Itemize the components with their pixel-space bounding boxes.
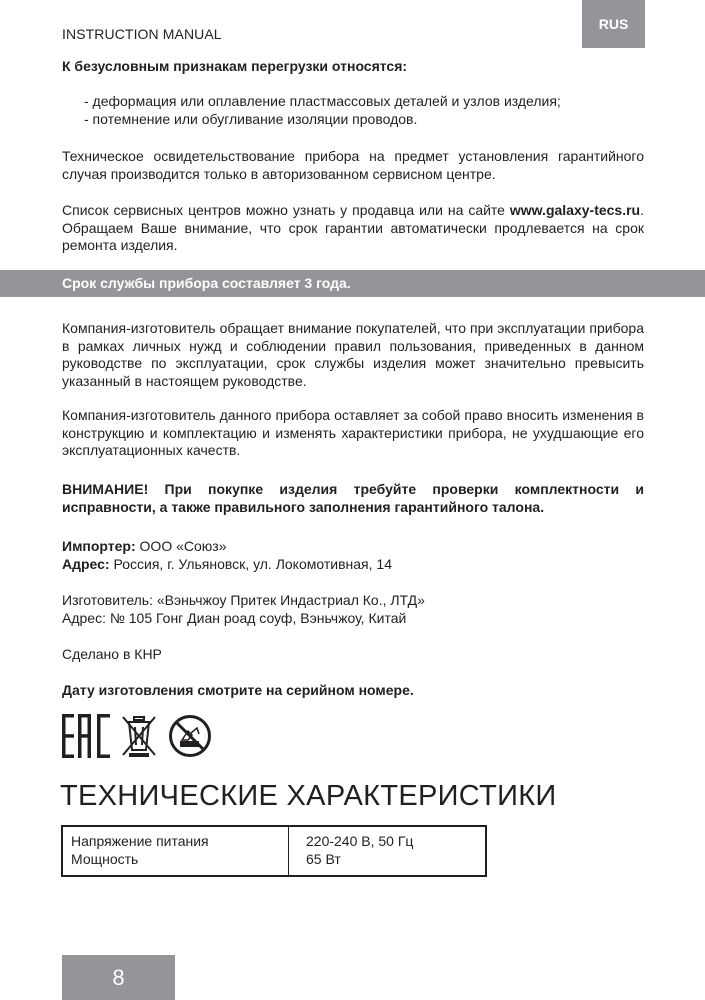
page-number: 8 (62, 955, 175, 1000)
address-label: Адрес: (62, 556, 110, 572)
company-paragraph-2: Компания-изготовитель данного прибора оставляет за собой право вносить изменения в конструкцию и комплектацию и изменять характеристики прибора, не ухудшающие его эксплуатационных качеств. (62, 407, 644, 458)
manufacturer-address-line: Адрес: № 105 Гонг Диан роад соуф, Вэньчжоу, Китай (62, 610, 407, 626)
overload-item: - потемнение или обугливание изоляции проводов. (84, 111, 418, 127)
manual-header: INSTRUCTION MANUAL (62, 26, 222, 42)
no-dumping-icon (168, 714, 212, 758)
table-row (62, 826, 486, 876)
specs-labels-cell (62, 826, 289, 876)
spec-value: 220-240 В, 50 Гц (306, 833, 414, 849)
specs-table (61, 825, 487, 877)
service-site-link[interactable]: www.galaxy-tecs.ru (509, 202, 641, 218)
specs-title: ТЕХНИЧЕСКИЕ ХАРАКТЕРИСТИКИ (60, 780, 557, 812)
spec-label: Мощность (71, 851, 139, 867)
importer-label: Импортер: (62, 538, 136, 554)
service-text-before: Список сервисных центров можно узнать у продавца или на сайте (62, 202, 510, 218)
eac-icon (62, 714, 110, 758)
manufacturer-line: Изготовитель: «Вэньчжоу Притек Индастриал Ко., ЛТД» (62, 592, 425, 608)
date-note: Дату изготовления смотрите на серийном номере. (62, 682, 414, 698)
exam-paragraph: Техническое освидетельствование прибора на предмет установления гарантийного случая производится только в авторизованном сервисном центре. (62, 148, 644, 182)
specs-values-cell (289, 826, 487, 876)
certification-icons (62, 714, 212, 758)
service-life-text: Срок службы прибора составляет 3 года. (62, 275, 351, 291)
importer-value: ООО «Союз» (135, 538, 227, 554)
importer-line (62, 538, 644, 556)
made-in-line: Сделано в КНР (62, 646, 162, 662)
service-paragraph (62, 202, 644, 255)
language-tab: RUS (582, 0, 645, 48)
company-paragraph-1: Компания-изготовитель обращает внимание покупателей, что при эксплуатации прибора в рамках личных нужд и соблюдении правил пользования, приведенных в данном руководстве по эксплуатации, срок службы изделия может значительно превысить указанный в настоящем руководстве. (62, 320, 644, 389)
crossed-bin-icon (120, 714, 158, 758)
address-value: Россия, г. Ульяновск, ул. Локомотивная, 14 (109, 556, 392, 572)
warning-paragraph: ВНИМАНИЕ! При покупке изделия требуйте проверки комплектности и исправности, а также правильного заполнения гарантийного талона. (62, 481, 644, 515)
service-life-band (0, 270, 705, 297)
spec-label: Напряжение питания (71, 833, 209, 849)
overload-item: - деформация или оплавление пластмассовых деталей и узлов изделия; (84, 93, 561, 109)
address-line (62, 556, 644, 574)
spec-value: 65 Вт (306, 851, 341, 867)
service-text-after: . Обращаем Ваше внимание, что срок гарантии автоматически продлевается на срок ремонта изделия. (62, 202, 644, 253)
overload-heading: К безусловным признакам перегрузки относятся: (62, 58, 408, 74)
